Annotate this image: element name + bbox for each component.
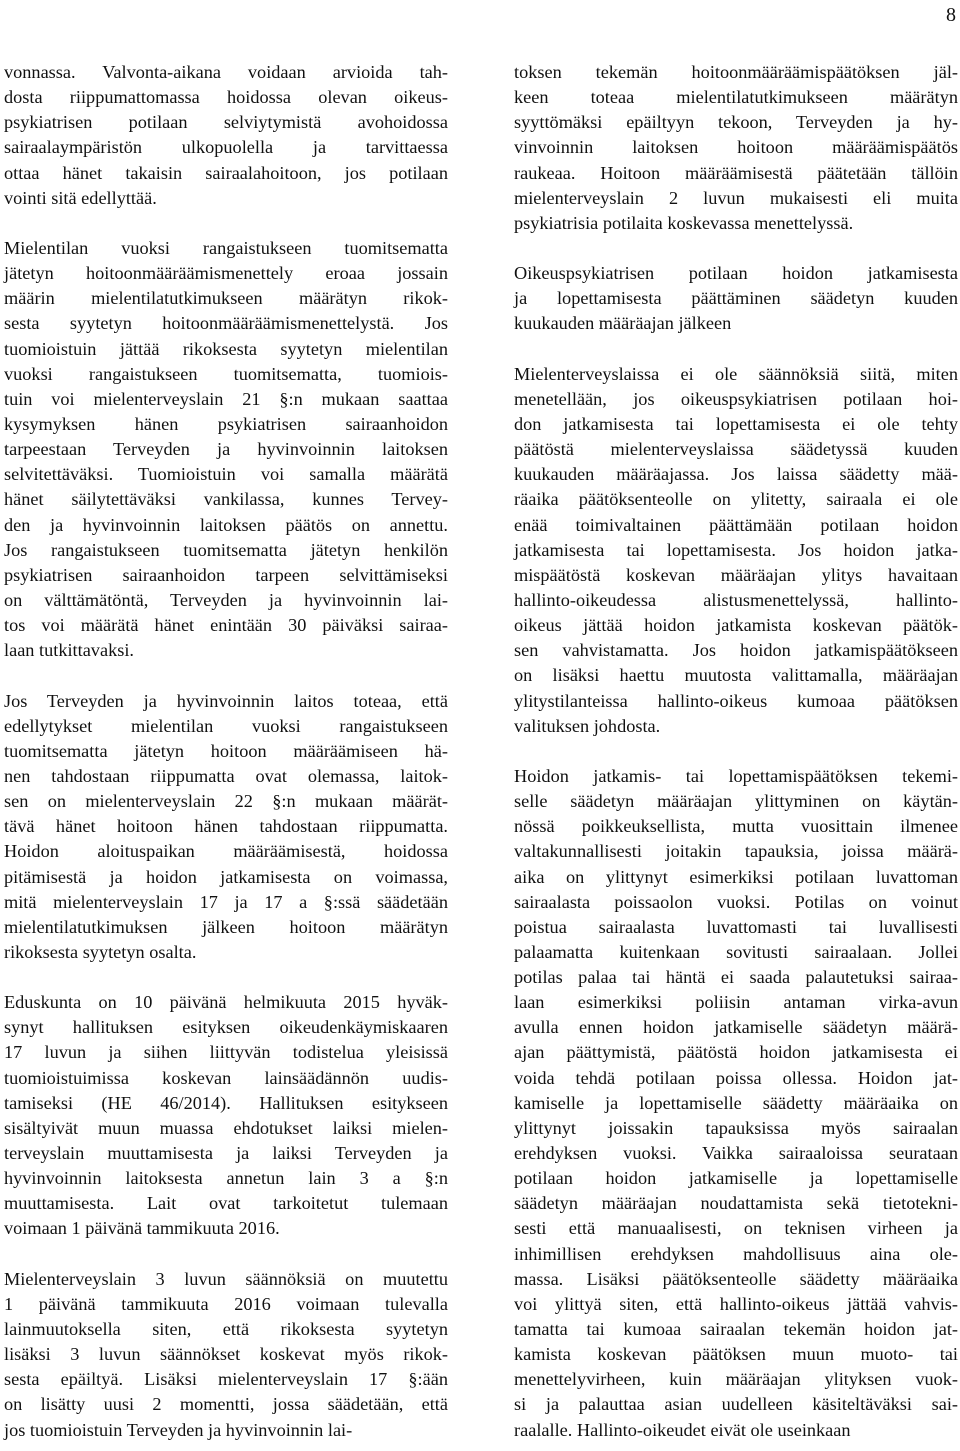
text-line: poistua sairaalasta luvattomasti tai luvallisesti <box>514 916 958 937</box>
text-line: on lisätty uusi 2 momentti, jossa säädetään, että <box>4 1394 448 1415</box>
paragraph <box>4 1267 448 1443</box>
text-line: Mielentilan vuoksi rangaistukseen tuomitsematta <box>4 237 448 258</box>
paragraph <box>4 60 448 211</box>
text-line: ja lopettamisesta päättäminen säädetyn kuuden <box>514 288 958 309</box>
paragraph <box>4 689 448 966</box>
text-line: aika on ylittynyt esimerkiksi potilaan luvattoman <box>514 866 958 887</box>
text-line: den ja hyvinvoinnin laitoksen päätös on annettu. <box>4 514 448 535</box>
right-column <box>514 60 958 1443</box>
text-line: tamatta tai kumoaa sairaalan tekemän hoidon jat- <box>514 1319 958 1340</box>
text-line: tuomioistuimissa koskevan lainsäädännön uudis- <box>4 1067 448 1088</box>
text-line: tävä hänet hoitoon hänen tahdostaan riippumatta. <box>4 816 448 837</box>
text-line: mitä mielenterveyslain 17 ja 17 a §:ssä säädetään <box>4 891 448 912</box>
paragraph <box>514 261 958 336</box>
text-line: voi ylittyä siten, että hallinto-oikeus jättää vahvis- <box>514 1293 958 1314</box>
text-line: don jatkamisesta tai lopettamisesta ei ole tehty <box>514 413 958 434</box>
paragraph-gap <box>514 337 958 362</box>
text-line: laan esimerkiksi poliisin antaman virka-avun <box>514 992 958 1013</box>
text-line: Mielenterveyslaissa ei ole säännöksiä siitä, miten <box>514 363 958 384</box>
text-line: mielentilatutkimuksen jälkeen hoitoon määrätyn <box>4 916 448 937</box>
text-line: rikoksesta syytetyn osalta. <box>4 941 197 962</box>
text-line: psykiatrisen potilaan selviytymistä avohoidossa <box>4 112 448 133</box>
text-line: säädetyn määräajan noudattamista sekä tietotekni- <box>514 1193 958 1214</box>
text-line: si ja palauttaa asian uudelleen käsiteltäväksi sai- <box>514 1394 958 1415</box>
paragraph-gap <box>4 1242 448 1267</box>
text-line: Oikeuspsykiatrisen potilaan hoidon jatkamisesta <box>514 263 958 284</box>
text-line: tarpeestaan Terveyden ja hyvinvoinnin laitoksen <box>4 439 448 460</box>
text-line: ylitystilanteissa hallinto-oikeus kumoaa päätöksen <box>514 690 958 711</box>
text-line: Eduskunta on 10 päivänä helmikuuta 2015 hyväk- <box>4 992 448 1013</box>
text-line: valituksen johdosta. <box>514 715 661 736</box>
text-line: nössä poikkeuksellista, mutta vuosittain ilmenee <box>514 816 958 837</box>
paragraph <box>514 60 958 236</box>
text-line: lainmuutoksella siten, että rikoksesta syytetyn <box>4 1319 448 1340</box>
text-line: jatkamisesta tai lopettamisesta. Jos hoidon jatka- <box>514 539 958 560</box>
text-line: tos voi määrätä hänet enintään 30 päiväksi sairaa- <box>4 615 448 636</box>
text-line: Hoidon aloituspaikan määräämisestä, hoidossa <box>4 841 448 862</box>
text-line: vinvoinnin laitoksen hoitoon määräämispäätös <box>514 137 958 158</box>
text-line: selle säädetyn määräajan ylittyminen on käytän- <box>514 791 958 812</box>
text-line: päätöstä mielenterveyslaissa säädetyssä kuuden <box>514 439 958 460</box>
text-line: sesta syytetyn hoitoonmääräämismenettelystä. Jos <box>4 313 448 334</box>
text-line: vonnassa. Valvonta-aikana voidaan arvioida tah- <box>4 62 448 82</box>
text-line: Mielenterveyslain 3 luvun säännöksiä on muutettu <box>4 1268 448 1289</box>
text-line: sen vahvistamatta. Jos hoidon jatkamispäätökseen <box>514 640 958 661</box>
paragraph <box>514 764 958 1443</box>
text-line: valtakunnallisesti joitakin tapauksia, joissa määrä- <box>514 841 958 862</box>
text-line: mielenterveyslain 2 luvun mukaisesti eli muita <box>514 187 958 208</box>
text-line: jätetyn hoitoonmääräämismenettely eroaa jossain <box>4 263 448 284</box>
text-line: voida tehdä potilaan poissa ollessa. Hoidon jat- <box>514 1067 958 1088</box>
text-line: tuin voi mielenterveyslain 21 §:n mukaan saattaa <box>4 388 448 409</box>
paragraph-gap <box>514 739 958 764</box>
paragraph <box>4 990 448 1241</box>
text-line: terveyslain muuttamisesta ja laiksi Terveyden ja <box>4 1143 448 1164</box>
text-line: kuukauden määräajassa. Jos laissa säädetty mää- <box>514 464 958 485</box>
text-line: toksen tekemän hoitoonmääräämispäätöksen jäl- <box>514 62 958 82</box>
text-line: nen tahdostaan riippumatta ovat olemassa, laitok- <box>4 765 448 786</box>
text-line: määrin mielentilatutkimukseen määrätyn rikok- <box>4 288 448 309</box>
text-line: jos tuomioistuin Terveyden ja hyvinvoinnin lai- <box>4 1419 353 1440</box>
text-line: sen on mielenterveyslain 22 §:n mukaan määrät- <box>4 791 448 812</box>
text-line: enää toimivaltainen päättämään potilaan hoidon <box>514 514 958 535</box>
paragraph-gap <box>4 965 448 990</box>
text-line: voimaan 1 päivänä tammikuuta 2016. <box>4 1218 280 1239</box>
text-line: ottaa hänet takaisin sairaalahoitoon, jos potilaan <box>4 162 448 183</box>
text-line: menettelyvirheen, kuin määräajan ylityksen vuok- <box>514 1369 958 1390</box>
text-line: erehdyksen vuoksi. Vaikka sairaaloissa seurataan <box>514 1143 958 1164</box>
paragraph-gap <box>4 211 448 236</box>
text-line: potilaan hoidon jatkamiselle ja lopettamiselle <box>514 1168 958 1189</box>
text-line: massa. Lisäksi päätöksenteolle säädetty määräaika <box>514 1268 958 1289</box>
text-line: raukeaa. Hoitoon määräämisestä päätetään tällöin <box>514 162 958 183</box>
text-line: potilas palaa tai häntä ei saada palautetuksi sairaa- <box>514 967 958 988</box>
paragraph-gap <box>4 663 448 688</box>
text-line: ylittynyt joissakin tapauksissa myös sairaalan <box>514 1117 958 1138</box>
text-line: vointi sitä edellyttää. <box>4 187 157 208</box>
text-line: on lisäksi haettu muutosta valittamalla, määräajan <box>514 665 958 686</box>
text-line: kuukauden määräajan jälkeen <box>514 313 732 334</box>
text-line: avulla ennen hoidon jatkamiselle säädetyn määrä- <box>514 1017 958 1038</box>
text-line: sairaalasta poissaolon vuoksi. Potilas on voinut <box>514 891 958 912</box>
text-line: vuoksi rangaistukseen tuomitsematta, tuomiois- <box>4 363 448 384</box>
paragraph <box>4 236 448 663</box>
text-line: sairaalaympäristön ulkopuolella ja tarvittaessa <box>4 137 448 158</box>
text-line: Jos Terveyden ja hyvinvoinnin laitos toteaa, että <box>4 690 448 711</box>
text-line: räaika päätöksenteolle on ylitetty, sairaala ei ole <box>514 489 958 510</box>
text-line: synyt hallituksen esityksen oikeudenkäymiskaaren <box>4 1017 448 1038</box>
paragraph <box>514 362 958 739</box>
text-line: Jos rangaistukseen tuomitsematta jätetyn henkilön <box>4 539 448 560</box>
text-line: laan tutkittavaksi. <box>4 640 134 661</box>
text-line: psykiatrisen sairaanhoidon tarpeen selvittämiseksi <box>4 564 448 585</box>
text-line: edellytykset mielentilan vuoksi rangaistukseen <box>4 715 448 736</box>
text-line: kamiselle ja lopettamiselle säädetty määräaika on <box>514 1092 958 1113</box>
left-column <box>4 60 448 1443</box>
page-number: 8 <box>946 4 956 26</box>
text-line: syyttömäksi epäiltyyn tekoon, Terveyden ja hy- <box>514 112 958 133</box>
text-line: inhimillisen erehdyksen mahdollisuus aina ole- <box>514 1243 958 1264</box>
text-line: hänet säilytettäväksi vankilassa, kunnes Tervey- <box>4 489 448 510</box>
text-line: oikeus jättää hoidon jatkamista koskevan päätök- <box>514 615 958 636</box>
text-line: kamista koskevan päätöksen muun muoto- tai <box>514 1344 958 1365</box>
text-line: muuttamisesta. Lait ovat tarkoitetut tulemaan <box>4 1193 448 1214</box>
text-line: hyvinvoinnin laitoksesta annetun lain 3 a §:n <box>4 1168 448 1189</box>
text-line: pitämisestä ja hoidon jatkamisesta on voimassa, <box>4 866 448 887</box>
text-line: sesti että manuaalisesti, on teknisen virheen ja <box>514 1218 958 1239</box>
text-line: hallinto-oikeudessa alistusmenettelyssä, hallinto- <box>514 589 958 610</box>
paragraph-gap <box>514 236 958 261</box>
text-line: raalalle. Hallinto-oikeudet eivät ole useinkaan <box>514 1419 851 1440</box>
text-line: selvitettäväksi. Tuomioistuin voi samalla määrätä <box>4 464 448 485</box>
text-line: sesta epäiltyä. Lisäksi mielenterveyslain 17 §:ään <box>4 1369 448 1390</box>
text-line: 1 päivänä tammikuuta 2016 voimaan tulevalla <box>4 1293 448 1314</box>
text-line: mispäätöstä koskevan määräajan ylitys havaitaan <box>514 564 958 585</box>
text-line: tamiseksi (HE 46/2014). Hallituksen esitykseen <box>4 1092 448 1113</box>
text-line: Hoidon jatkamis- tai lopettamispäätöksen tekemi- <box>514 765 958 786</box>
text-line: tuomioistuin jättää rikoksesta syytetyn mielentilan <box>4 338 448 359</box>
text-line: sisältyivät muun muassa ehdotukset laiksi mielen- <box>4 1117 448 1138</box>
text-line: ajan päättymistä, päätöstä hoidon jatkamisesta ei <box>514 1042 958 1063</box>
text-line: 17 luvun ja siihen liittyvän todistelua yleisissä <box>4 1042 448 1063</box>
text-line: lisäksi 3 luvun säännökset koskevat myös rikok- <box>4 1344 448 1365</box>
text-line: psykiatrisia potilaita koskevassa menettelyssä. <box>514 212 854 233</box>
text-line: on välttämätöntä, Terveyden ja hyvinvoinnin lai- <box>4 589 448 610</box>
text-line: tuomitsematta jätetyn hoitoon määräämiseen hä- <box>4 740 448 761</box>
text-line: keen toteaa mielentilatutkimukseen määrätyn <box>514 87 958 108</box>
text-line: menetellään, jos oikeuspsykiatrisen potilaan hoi- <box>514 388 958 409</box>
text-line: palaamatta kuitenkaan sovitusti sairaalaan. Jollei <box>514 941 958 962</box>
text-line: kysymyksen hänen psykiatrisen sairaanhoidon <box>4 413 448 434</box>
text-line: dosta riippumattomassa hoidossa olevan oikeus- <box>4 87 448 108</box>
